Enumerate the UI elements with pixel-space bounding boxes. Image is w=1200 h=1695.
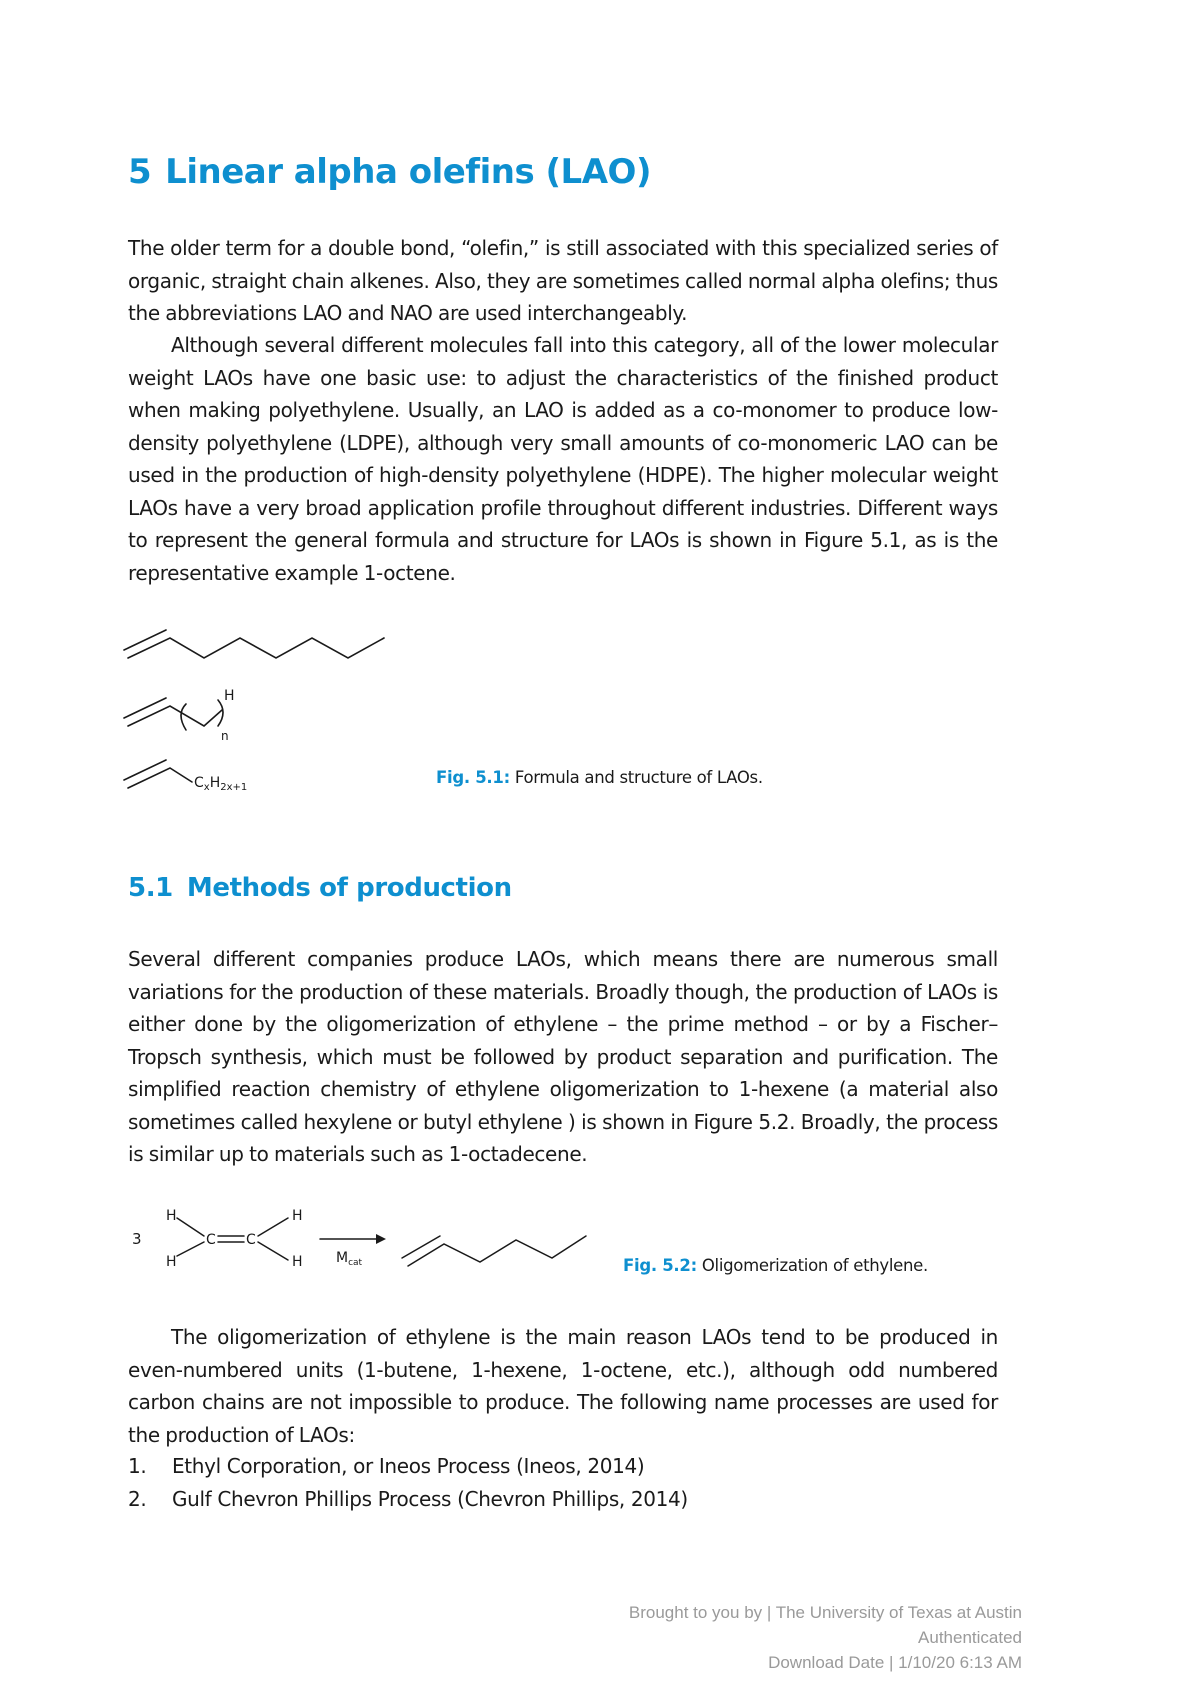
formula-sub: 2x+1 (220, 782, 248, 790)
atom-h-1: H (166, 1208, 177, 1224)
figure-5-2-caption (623, 1256, 928, 1275)
list-text: Gulf Chevron Phillips Process (Chevron Phillips, 2014) (172, 1486, 688, 1511)
formula-double-bond (124, 760, 166, 780)
formula-x: x (203, 782, 210, 790)
h-label: H (224, 688, 235, 704)
paragraph-3: Several different companies produce LAOs, which means there are numerous small variations for the production of these materials. Broadly though, the production of LAOs is either done by the oligomerization of ethylene – the prime method – or by a Fischer–Tropsch synthesis, which must be followed by product separation and purification. The simplified reaction chemistry of ethylene oligomerization to 1-hexene (a material also sometimes called hexylene or butyl ethylene ) is shown in Figure 5.2. Broadly, the process is similar up to materials such as 1-octadecene. (128, 947, 998, 1166)
octene-double-bond (124, 630, 166, 650)
catalyst-sub: cat (348, 1258, 363, 1268)
chapter-title (128, 152, 651, 192)
list-text: Ethyl Corporation, or Ineos Process (Ineos, 2014) (172, 1454, 645, 1478)
figure-5-1-structures (120, 620, 420, 790)
figure-5-1-label: Fig. 5.1: (436, 768, 510, 787)
process-list (128, 1450, 688, 1515)
footer-line-1: Brought to you by | The University of Texas at Austin (628, 1603, 1022, 1622)
section-title (128, 873, 512, 903)
atom-h-3: H (292, 1208, 303, 1224)
figure-5-1-caption-text: Formula and structure of LAOs. (514, 768, 763, 787)
formula-c: C (194, 775, 204, 790)
n-label: n (221, 729, 229, 743)
section-number: 5.1 (128, 873, 173, 903)
octene-chain (128, 638, 384, 658)
paragraph-1: The older term for a double bond, “olefin,” is still associated with this specialized series of organic, straight chain alkenes. Also, they are sometimes called normal alpha olefins; thus the abbreviations LAO and NAO are used interchangeably. (128, 236, 998, 325)
list-number: 2. (128, 1486, 147, 1511)
coefficient: 3 (132, 1230, 142, 1248)
figure-5-2-caption-text: Oligomerization of ethylene. (701, 1256, 928, 1275)
atom-h-4: H (292, 1254, 303, 1270)
footer-line-3: Download Date | 1/10/20 6:13 AM (768, 1653, 1022, 1672)
formula-h: H (209, 775, 221, 790)
paragraph-2: Although several different molecules fall into this category, all of the lower molecular weight LAOs have one basic use: to adjust the characteristics of the finished product when making polyethylene. Usually, an LAO is added as a co-monomer to produce low-density polyethylene (LDPE), although very small amounts of co-monomeric LAO can be used in the production of high-density polyethylene (HDPE). The higher molecular weight LAOs have a very broad application profile throughout different industries. Different ways to represent the general formula and structure for LAOs is shown in Figure 5.1, as is the representative example 1-octene. (128, 333, 998, 585)
atom-c-1: C (206, 1232, 216, 1248)
catalyst-label (336, 1250, 363, 1268)
footer-line-2: Authenticated (918, 1628, 1022, 1647)
list-item (128, 1450, 688, 1483)
figure-5-2-label: Fig. 5.2: (623, 1256, 697, 1275)
paragraph-4: The oligomerization of ethylene is the main reason LAOs tend to be produced in even-numbered units (1-butene, 1-hexene, 1-octene, etc.), although odd numbered carbon chains are not impossible to produce. The following name processes are used for the production of LAOs: (128, 1325, 998, 1447)
atom-h-2: H (166, 1254, 177, 1270)
bracket-left (181, 704, 186, 730)
hexene-chain (408, 1236, 586, 1266)
list-number: 1. (128, 1454, 147, 1478)
formula-chain (128, 768, 192, 788)
chapter-title-text: Linear alpha olefins (LAO) (165, 152, 651, 192)
atom-c-2: C (246, 1232, 256, 1248)
figure-5-2-reaction (128, 1200, 608, 1280)
formula-text (194, 775, 247, 790)
repeat-double-bond (124, 698, 166, 718)
chapter-number: 5 (128, 152, 152, 192)
hexene-double-bond (402, 1236, 440, 1258)
section-title-text: Methods of production (186, 873, 512, 903)
catalyst-m: M (336, 1250, 349, 1266)
list-item (128, 1483, 688, 1516)
figure-5-1-caption (436, 768, 763, 787)
footer (629, 1600, 1022, 1675)
